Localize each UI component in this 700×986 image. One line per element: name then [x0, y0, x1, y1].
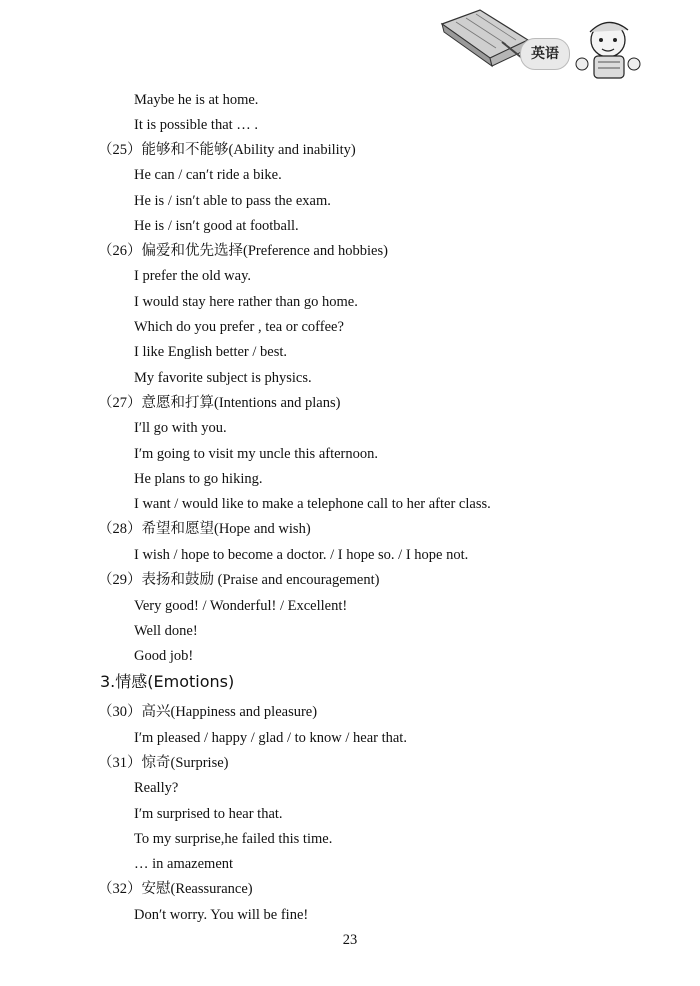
section-heading: （28）希望和愿望(Hope and wish) — [98, 521, 311, 537]
section-heading: （30）高兴(Happiness and pleasure) — [98, 704, 318, 720]
example-sentence: I′m surprised to hear that. — [134, 806, 283, 822]
chapter-heading: 3.情感(Emotions) — [100, 672, 235, 691]
example-sentence: I wish / hope to become a doctor. / I hope so. / I hope not. — [134, 547, 469, 563]
example-sentence: I would stay here rather than go home. — [134, 294, 358, 310]
example-sentence: I′m going to visit my uncle this afternoon. — [134, 446, 379, 462]
section-heading: （26）偏爱和优先选择(Preference and hobbies) — [98, 243, 388, 259]
example-sentence: I like English better / best. — [134, 344, 288, 360]
subject-badge: 英语 — [520, 38, 570, 70]
example-sentence: I want / would like to make a telephone call to her after class. — [134, 496, 491, 512]
example-sentence: He can / can′t ride a bike. — [134, 167, 282, 183]
example-sentence: … in amazement — [134, 856, 234, 872]
section-heading: （27）意愿和打算(Intentions and plans) — [98, 395, 341, 411]
example-sentence: My favorite subject is physics. — [134, 370, 312, 386]
example-sentence: Which do you prefer , tea or coffee? — [134, 319, 344, 335]
section-heading: （29）表扬和鼓励 (Praise and encouragement) — [98, 572, 380, 588]
example-sentence: I′ll go with you. — [134, 420, 227, 436]
example-sentence: To my surprise,he failed this time. — [134, 831, 333, 847]
example-sentence: Very good! / Wonderful! / Excellent! — [134, 598, 348, 614]
example-sentence: He is / isn′t able to pass the exam. — [134, 193, 331, 209]
section-heading: （25）能够和不能够(Ability and inability) — [98, 142, 356, 158]
example-sentence: Well done! — [134, 623, 198, 639]
example-sentence: It is possible that … . — [134, 117, 259, 133]
example-sentence: He plans to go hiking. — [134, 471, 263, 487]
example-sentence: I′m pleased / happy / glad / to know / hear that. — [134, 730, 407, 746]
example-sentence: Good job! — [134, 648, 194, 664]
example-sentence: I prefer the old way. — [134, 268, 252, 284]
section-heading: （31）惊奇(Surprise) — [98, 755, 229, 771]
cartoon-boy-icon — [576, 22, 640, 78]
example-sentence: Really? — [134, 780, 179, 796]
example-sentence: He is / isn′t good at football. — [134, 218, 299, 234]
example-sentence: Don′t worry. You will be fine! — [134, 907, 309, 923]
page-number: 23 — [342, 932, 358, 948]
section-heading: （32）安慰(Reassurance) — [98, 881, 253, 897]
example-sentence: Maybe he is at home. — [134, 92, 259, 108]
open-book-icon — [442, 10, 530, 66]
